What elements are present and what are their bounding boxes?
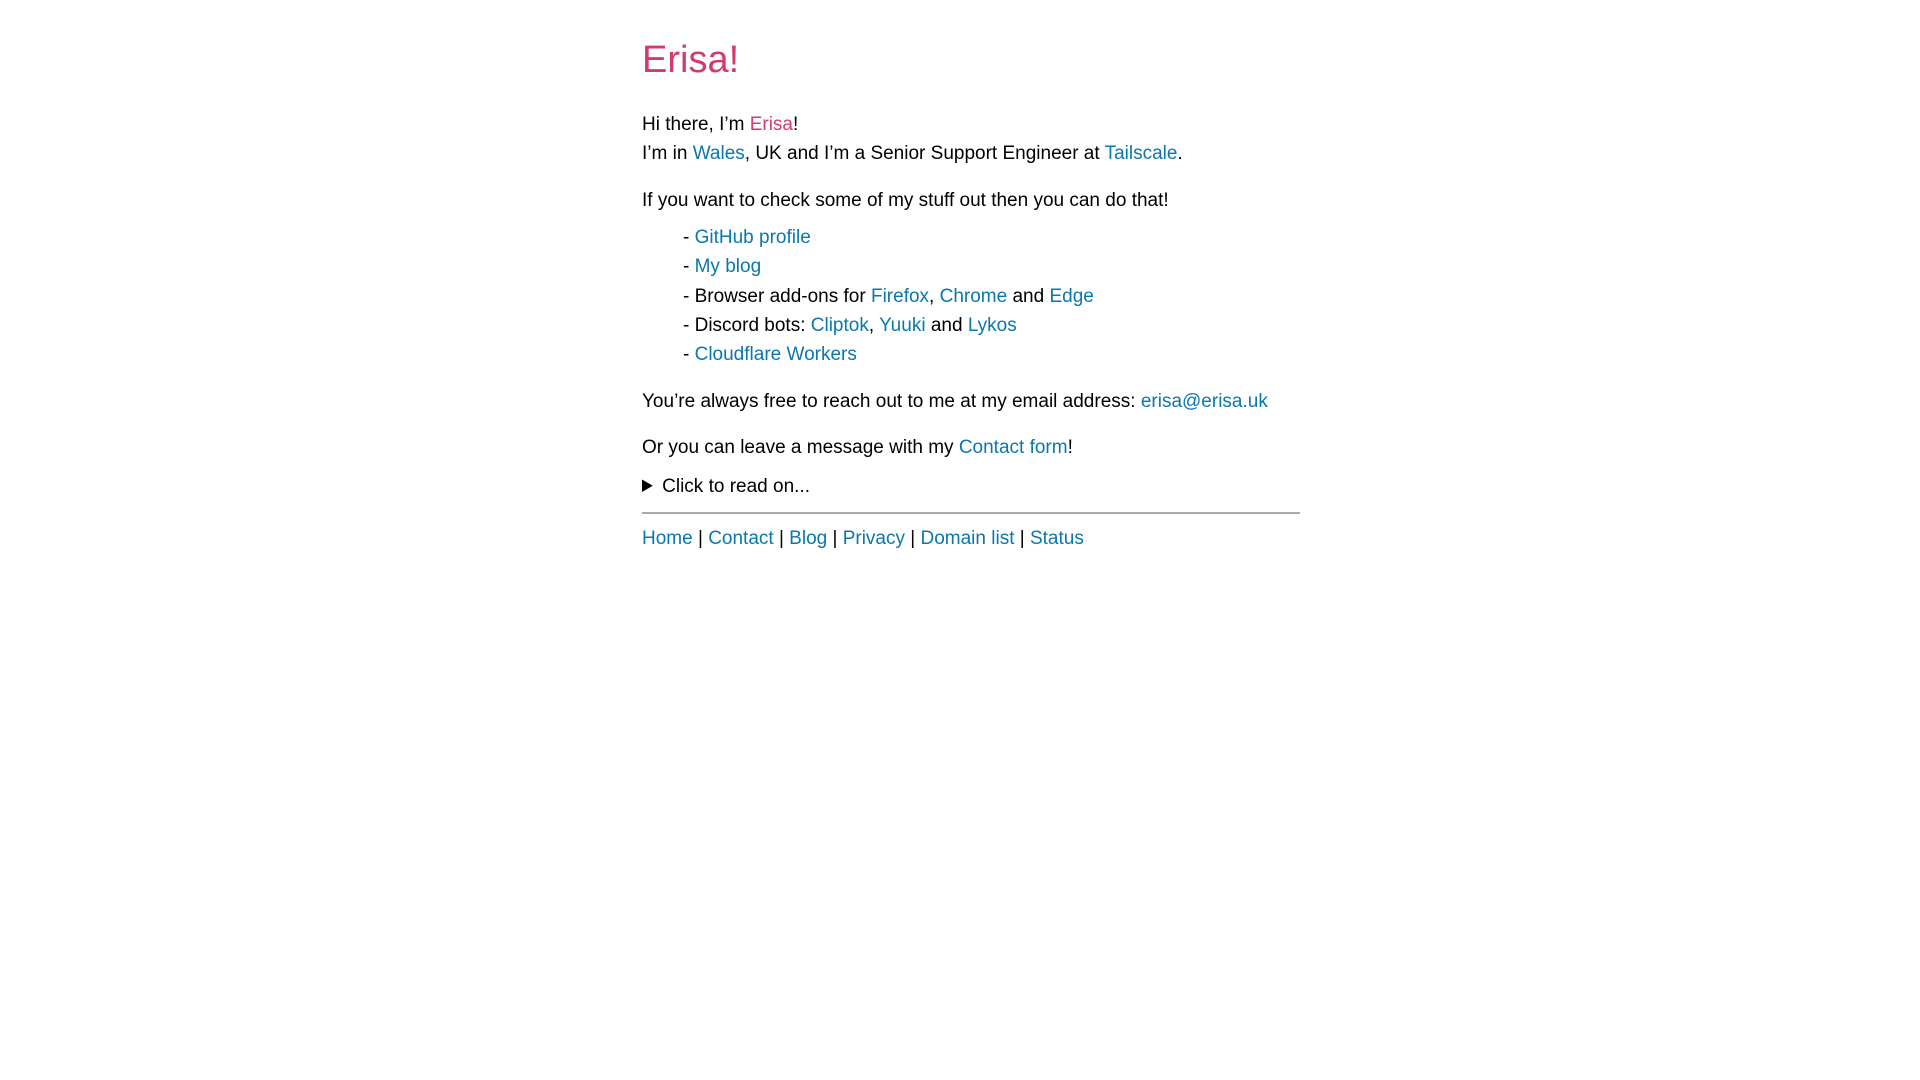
- divider: [642, 512, 1300, 514]
- email-link[interactable]: erisa@erisa.uk: [1140, 391, 1268, 413]
- text: ,: [929, 285, 940, 307]
- cloudflare-workers-link[interactable]: Cloudflare Workers: [694, 344, 857, 366]
- footer-contact-link[interactable]: Contact: [708, 528, 774, 550]
- list-item: [683, 282, 1300, 311]
- list-item: [683, 340, 1300, 369]
- text: Or you can leave a message with my: [642, 437, 959, 459]
- read-more-details[interactable]: [642, 472, 1300, 501]
- text: I’m in: [642, 143, 693, 164]
- separator: |: [827, 528, 843, 550]
- footer-nav: [642, 524, 1300, 553]
- dash: -: [683, 344, 695, 366]
- dash: -: [683, 314, 695, 336]
- text: ,: [868, 314, 880, 336]
- page-title: Erisa!: [642, 39, 740, 81]
- footer-blog-link[interactable]: Blog: [789, 528, 828, 550]
- text: Browser add-ons for: [694, 285, 871, 307]
- footer-privacy-link[interactable]: Privacy: [842, 528, 905, 550]
- separator: |: [1014, 528, 1030, 550]
- text: !: [793, 114, 799, 135]
- text: and: [925, 314, 968, 336]
- footer-status-link[interactable]: Status: [1029, 528, 1084, 550]
- tailscale-link[interactable]: Tailscale: [1104, 143, 1178, 164]
- contact-paragraph: [642, 433, 1300, 462]
- name-highlight: Erisa: [749, 114, 793, 135]
- read-more-summary[interactable]: Click to read on...: [662, 476, 810, 498]
- list-item: [683, 223, 1300, 252]
- text: Discord bots:: [694, 314, 811, 336]
- firefox-link[interactable]: Firefox: [870, 285, 930, 307]
- text: , UK and I’m a Senior Support Engineer at: [744, 143, 1105, 164]
- separator: |: [773, 528, 790, 550]
- text: You’re always free to reach out to me at my email address:: [642, 391, 1141, 413]
- intro-location: [642, 139, 1300, 168]
- stuff-list: [683, 223, 1300, 369]
- text: .: [1177, 143, 1183, 164]
- edge-link[interactable]: Edge: [1049, 285, 1094, 307]
- dash: -: [683, 285, 695, 307]
- dash: -: [683, 256, 695, 278]
- wales-link[interactable]: Wales: [692, 143, 745, 164]
- email-paragraph: [642, 387, 1300, 416]
- yuuki-link[interactable]: Yuuki: [879, 314, 926, 336]
- page-content: [642, 0, 1300, 553]
- separator: |: [905, 528, 921, 550]
- text: and: [1007, 285, 1050, 307]
- footer-home-link[interactable]: Home: [642, 528, 693, 550]
- lykos-link[interactable]: Lykos: [967, 314, 1017, 336]
- footer-domain-list-link[interactable]: Domain list: [920, 528, 1015, 550]
- list-item: [683, 252, 1300, 281]
- text: Hi there, I’m: [642, 114, 750, 135]
- github-link[interactable]: GitHub profile: [694, 227, 811, 248]
- dash: -: [683, 227, 695, 248]
- list-item: [683, 311, 1300, 340]
- chrome-link[interactable]: Chrome: [939, 285, 1008, 307]
- text: !: [1067, 437, 1073, 459]
- intro-greeting: [642, 110, 1300, 139]
- separator: |: [692, 528, 709, 550]
- blog-link[interactable]: My blog: [694, 256, 762, 278]
- stuff-intro: If you want to check some of my stuff out then you can do that!: [642, 190, 1169, 211]
- contact-form-link[interactable]: Contact form: [958, 437, 1068, 459]
- cliptok-link[interactable]: Cliptok: [810, 314, 869, 336]
